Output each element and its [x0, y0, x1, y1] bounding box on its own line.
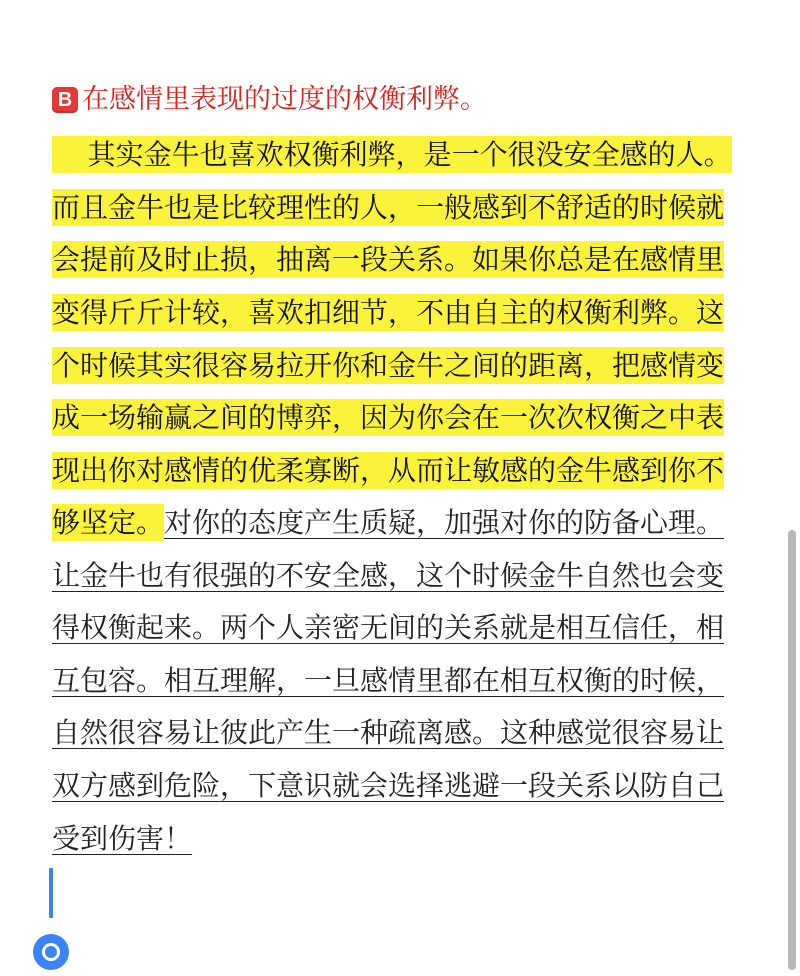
highlighted-text: 够坚定。 [52, 506, 165, 539]
underlined-text: 自然很容易让彼此产生一种疏离感。这种感觉很容易让 [52, 716, 725, 749]
highlighted-text: 成一场输赢之间的博弈，因为你会在一次次权衡之中表 [52, 401, 725, 434]
paragraph-line [52, 135, 732, 175]
underlined-text: 受到伤害！ [52, 822, 193, 855]
underlined-text: 互包容。相互理解，一旦感情里都在相互权衡的时候， [52, 664, 725, 697]
paragraph-line [52, 503, 724, 543]
section-heading [52, 80, 487, 120]
highlighted-text: 变得斤斤计较，喜欢扣细节，不由自主的权衡利弊。这 [52, 296, 725, 329]
vertical-scrollbar[interactable] [788, 530, 796, 970]
highlighted-text: 而且金牛也是比较理性的人，一般感到不舒适的时候就 [52, 191, 725, 224]
paragraph-line [52, 766, 724, 806]
underlined-text: 让金牛也有很强的不安全感，这个时候金牛自然也会变 [52, 559, 725, 592]
paragraph-line [52, 556, 724, 596]
paragraph-line [52, 293, 724, 333]
highlighted-text: 会提前及时止损，抽离一段关系。如果你总是在感情里 [52, 243, 725, 276]
paragraph-line [52, 398, 724, 438]
text-cursor-handle-icon[interactable] [33, 934, 69, 970]
underlined-text: 对你的态度产生质疑，加强对你的防备心理。 [164, 506, 725, 539]
paragraph-line [52, 608, 724, 648]
handle-ring [42, 943, 60, 961]
underlined-text: 得权衡起来。两个人亲密无间的关系就是相互信任，相 [52, 611, 725, 644]
text-cursor [49, 868, 53, 918]
paragraph-line [52, 188, 724, 228]
highlighted-text: 个时候其实很容易拉开你和金牛之间的距离，把感情变 [52, 349, 725, 382]
paragraph-line [52, 661, 724, 701]
paragraph-line [52, 346, 724, 386]
paragraph-line [52, 819, 192, 859]
underlined-text: 双方感到危险，下意识就会选择逃避一段关系以防自己 [52, 769, 725, 802]
paragraph-line [52, 451, 724, 491]
highlighted-text: 其实金牛也喜欢权衡利弊，是一个很没安全感的人。 [52, 138, 732, 171]
paragraph-line [52, 713, 724, 753]
section-heading-text: 在感情里表现的过度的权衡利弊。 [82, 84, 487, 115]
paragraph-line [52, 240, 724, 280]
letter-b-badge-icon: B [52, 87, 78, 113]
highlighted-text: 现出你对感情的优柔寡断，从而让敏感的金牛感到你不 [52, 454, 725, 487]
